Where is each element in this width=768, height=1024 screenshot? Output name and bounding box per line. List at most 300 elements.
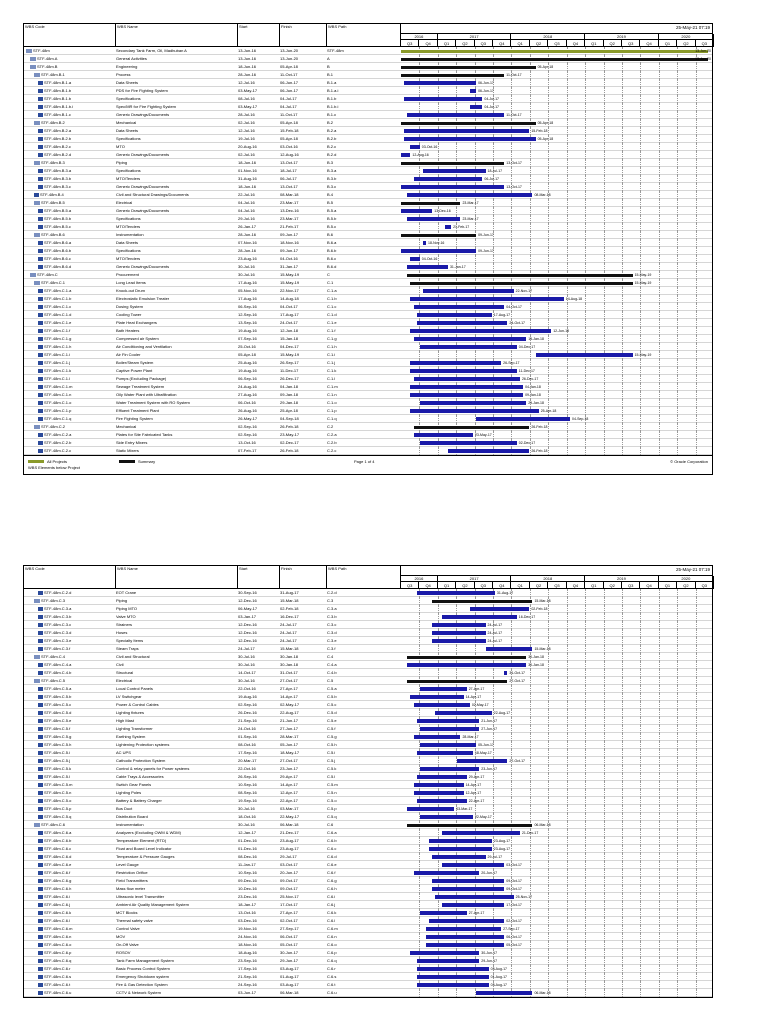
grid-line (640, 175, 641, 183)
table-row[interactable] (24, 279, 712, 287)
table-row[interactable] (24, 215, 712, 223)
table-row[interactable] (24, 765, 712, 773)
bar-finish-label: 31-Oct-17 (509, 671, 525, 675)
gantt-bar[interactable] (410, 297, 563, 302)
table-row[interactable] (24, 893, 712, 901)
grid-line (696, 439, 697, 447)
gantt-bar[interactable] (401, 202, 460, 205)
grid-line (438, 415, 439, 423)
table-row[interactable] (24, 351, 712, 359)
wbs-path-cell: C.6.j (327, 902, 336, 907)
table-row[interactable] (24, 311, 712, 319)
grid-line (548, 239, 549, 247)
table-row[interactable] (24, 159, 712, 167)
table-row[interactable] (24, 255, 712, 263)
wbs-node-icon (38, 305, 43, 309)
table-row[interactable] (24, 391, 712, 399)
gantt-bar[interactable] (414, 791, 464, 796)
table-row[interactable] (24, 183, 712, 191)
wbs-node-icon (38, 863, 43, 867)
wbs-name-cell: Distribution Board (116, 814, 148, 819)
grid-line (640, 391, 641, 399)
table-row[interactable] (24, 263, 712, 271)
wbs-path-cell: C.3.a (327, 606, 337, 611)
gantt-bar[interactable] (426, 927, 501, 932)
table-row[interactable] (24, 941, 712, 949)
table-row[interactable] (24, 199, 712, 207)
grid-line (659, 399, 660, 407)
gantt-bar[interactable] (435, 895, 513, 900)
gantt-bar[interactable] (410, 369, 516, 374)
wbs-code-text: STF-48m.C.2.b (44, 440, 72, 445)
table-row[interactable] (24, 431, 712, 439)
table-row[interactable] (24, 693, 712, 701)
grid-line (548, 127, 549, 135)
gantt-bar[interactable] (442, 903, 505, 908)
gantt-bar[interactable] (410, 695, 463, 700)
grid-line (419, 87, 420, 95)
table-row[interactable] (24, 295, 712, 303)
table-row[interactable] (24, 119, 712, 127)
table-row[interactable] (24, 407, 712, 415)
grid-line (511, 87, 512, 95)
gantt-bar[interactable] (410, 409, 538, 414)
gantt-bar[interactable] (407, 217, 460, 222)
table-row[interactable] (24, 327, 712, 335)
gantt-bar[interactable] (432, 623, 485, 628)
table-row[interactable] (24, 645, 712, 653)
gantt-bar[interactable] (417, 321, 508, 326)
table-row[interactable] (24, 335, 712, 343)
gantt-bar[interactable] (401, 122, 536, 125)
gantt-bar[interactable] (410, 257, 419, 262)
table-row[interactable] (24, 151, 712, 159)
table-row[interactable] (24, 239, 712, 247)
gantt-bar[interactable] (432, 879, 504, 884)
gantt-lane (401, 869, 712, 877)
wbs-code-cell (24, 693, 129, 701)
grid-line (548, 303, 549, 311)
wbs-path-cell: C.1.h (327, 344, 337, 349)
gantt-bar[interactable] (417, 983, 489, 988)
gantt-bar[interactable] (407, 656, 526, 659)
table-row[interactable] (24, 917, 712, 925)
grid-line (604, 661, 605, 669)
gantt-bar[interactable] (470, 89, 476, 94)
gantt-bar[interactable] (420, 441, 517, 446)
wbs-path-cell: C.1.c (327, 304, 337, 309)
gantt-bar[interactable] (414, 433, 473, 438)
gantt-bar[interactable] (470, 607, 529, 612)
table-row[interactable] (24, 95, 712, 103)
gantt-bar[interactable] (448, 449, 529, 454)
grid-line (456, 143, 457, 151)
table-row[interactable] (24, 853, 712, 861)
table-row[interactable] (24, 677, 712, 685)
gantt-bar[interactable] (442, 863, 505, 868)
table-row[interactable] (24, 423, 712, 431)
gantt-bar[interactable] (504, 671, 507, 676)
table-row[interactable] (24, 845, 712, 853)
finish-date-cell: 15-Mar-18 (280, 598, 299, 603)
grid-line (585, 669, 586, 677)
table-row[interactable] (24, 901, 712, 909)
table-row[interactable] (24, 749, 712, 757)
wbs-code-text: STF-48m.C.6.d (44, 854, 72, 859)
grid-line (622, 949, 623, 957)
gantt-bar[interactable] (417, 591, 495, 596)
table-row[interactable] (24, 813, 712, 821)
gantt-bar[interactable] (404, 81, 476, 86)
grid-line (622, 287, 623, 295)
gantt-bar[interactable] (432, 887, 504, 892)
bar-finish-label: 23-Jun-17 (481, 767, 498, 771)
table-row[interactable] (24, 271, 712, 279)
grid-line (622, 965, 623, 973)
gantt-bar[interactable] (401, 249, 476, 254)
table-row[interactable] (24, 605, 712, 613)
page-footer (23, 456, 713, 475)
gantt-bar[interactable] (432, 639, 485, 644)
table-row[interactable] (24, 287, 712, 295)
gantt-bar[interactable] (536, 353, 633, 358)
table-row[interactable] (24, 925, 712, 933)
grid-line (696, 247, 697, 255)
gantt-bar[interactable] (414, 426, 530, 429)
table-row[interactable] (24, 367, 712, 375)
table-row[interactable] (24, 701, 712, 709)
gantt-bar[interactable] (420, 345, 517, 350)
table-row[interactable] (24, 103, 712, 111)
grid-line (438, 447, 439, 455)
gantt-bar[interactable] (429, 847, 492, 852)
table-row[interactable] (24, 63, 712, 71)
gantt-bar[interactable] (423, 289, 514, 294)
table-row[interactable] (24, 629, 712, 637)
grid-line (659, 813, 660, 821)
gantt-bar[interactable] (401, 50, 708, 53)
table-row[interactable] (24, 741, 712, 749)
gantt-bar[interactable] (457, 759, 507, 764)
grid-line (677, 407, 678, 415)
table-row[interactable] (24, 439, 712, 447)
gantt-bar[interactable] (404, 137, 535, 142)
table-row[interactable] (24, 909, 712, 917)
table-row[interactable] (24, 717, 712, 725)
gantt-bar[interactable] (410, 385, 523, 390)
table-row[interactable] (24, 383, 712, 391)
table-row[interactable] (24, 957, 712, 965)
gantt-bar[interactable] (417, 975, 489, 980)
table-row[interactable] (24, 821, 712, 829)
table-row[interactable] (24, 933, 712, 941)
table-row[interactable] (24, 319, 712, 327)
gantt-bar[interactable] (420, 767, 479, 772)
table-row[interactable] (24, 247, 712, 255)
table-row[interactable] (24, 885, 712, 893)
table-row[interactable] (24, 733, 712, 741)
grid-line (438, 255, 439, 263)
wbs-code-cell (24, 295, 129, 303)
table-row[interactable] (24, 343, 712, 351)
gantt-bar[interactable] (414, 305, 505, 310)
gantt-bar[interactable] (410, 393, 523, 398)
gantt-bar[interactable] (401, 162, 504, 165)
table-row[interactable] (24, 399, 712, 407)
wbs-code-cell (24, 725, 129, 733)
finish-date-cell: 04-Jan-18 (280, 384, 299, 389)
grid-line (567, 957, 568, 965)
gantt-lane (401, 71, 712, 79)
table-row[interactable] (24, 725, 712, 733)
gantt-bar[interactable] (417, 751, 473, 756)
gantt-bar[interactable] (432, 600, 532, 603)
grid-line (419, 645, 420, 653)
gantt-bar[interactable] (407, 663, 526, 668)
grid-line (659, 407, 660, 415)
wbs-path-cell: C.6.k (327, 910, 337, 915)
grid-line (640, 311, 641, 319)
table-row[interactable] (24, 55, 712, 63)
table-row[interactable] (24, 143, 712, 151)
gantt-lane (401, 287, 712, 295)
gantt-bar[interactable] (442, 831, 520, 836)
table-row[interactable] (24, 861, 712, 869)
gantt-bar[interactable] (404, 97, 482, 102)
table-row[interactable] (24, 797, 712, 805)
gantt-lane (401, 957, 712, 965)
table-row[interactable] (24, 661, 712, 669)
table-row[interactable] (24, 757, 712, 765)
gantt-bar[interactable] (414, 177, 483, 182)
gantt-bar[interactable] (476, 991, 532, 996)
table-row[interactable] (24, 79, 712, 87)
wbs-code-text: STF-48m.B.3.c (44, 184, 71, 189)
gantt-bar[interactable] (420, 727, 479, 732)
grid-line (438, 829, 439, 837)
grid-line (622, 629, 623, 637)
table-row[interactable] (24, 869, 712, 877)
gantt-bar[interactable] (401, 234, 476, 237)
wbs-path-cell: C.5.k (327, 766, 337, 771)
wbs-name-cell: AC UPS (116, 750, 131, 755)
table-row[interactable] (24, 191, 712, 199)
gantt-bar[interactable] (404, 129, 529, 134)
wbs-node-icon (38, 911, 43, 915)
wbs-node-icon (38, 417, 43, 421)
table-row[interactable] (24, 231, 712, 239)
wbs-name-cell: Data Sheets (116, 240, 139, 245)
table-row[interactable] (24, 71, 712, 79)
gantt-bar[interactable] (410, 951, 479, 956)
table-row[interactable] (24, 653, 712, 661)
grid-line (604, 933, 605, 941)
gantt-bar[interactable] (417, 967, 489, 972)
gantt-lane (401, 415, 712, 423)
table-row[interactable] (24, 829, 712, 837)
table-row[interactable] (24, 447, 712, 455)
gantt-bar[interactable] (420, 911, 467, 916)
gantt-bar[interactable] (401, 58, 708, 61)
gantt-bar[interactable] (417, 313, 492, 318)
table-row[interactable] (24, 989, 712, 997)
gantt-bar[interactable] (414, 871, 480, 876)
wbs-code-cell (24, 343, 129, 351)
gantt-bar[interactable] (423, 169, 486, 174)
grid-line (419, 415, 420, 423)
gantt-bar[interactable] (410, 145, 419, 150)
table-row[interactable] (24, 375, 712, 383)
table-row[interactable] (24, 87, 712, 95)
gantt-bar[interactable] (417, 799, 467, 804)
table-row[interactable] (24, 981, 712, 989)
table-row[interactable] (24, 973, 712, 981)
table-row[interactable] (24, 597, 712, 605)
grid-line (696, 327, 697, 335)
gantt-bar[interactable] (417, 719, 480, 724)
wbs-node-icon (38, 639, 43, 643)
grid-line (622, 327, 623, 335)
grid-line (567, 119, 568, 127)
grid-line (567, 255, 568, 263)
gantt-bar[interactable] (407, 265, 448, 270)
gantt-bar[interactable] (414, 337, 527, 342)
gantt-bar[interactable] (401, 66, 536, 69)
table-row[interactable] (24, 613, 712, 621)
wbs-code-text: STF-48m.C.4.b (44, 670, 72, 675)
gantt-bar[interactable] (432, 855, 485, 860)
table-row[interactable] (24, 175, 712, 183)
grid-line (659, 319, 660, 327)
gantt-bar[interactable] (407, 824, 532, 827)
gantt-bar[interactable] (401, 209, 432, 214)
table-row[interactable] (24, 773, 712, 781)
gantt-bar[interactable] (442, 615, 517, 620)
grid-line (640, 901, 641, 909)
grid-line (585, 613, 586, 621)
grid-line (640, 629, 641, 637)
gantt-bar[interactable] (401, 74, 504, 77)
table-row[interactable] (24, 359, 712, 367)
bar-finish-label: 06-Jul-17 (484, 177, 499, 181)
gantt-bar[interactable] (410, 282, 632, 285)
table-row[interactable] (24, 709, 712, 717)
col-start: Start (238, 24, 280, 46)
grid-line (696, 151, 697, 159)
grid-line (640, 701, 641, 709)
gantt-bar[interactable] (417, 959, 480, 964)
gantt-lane (401, 621, 712, 629)
table-row[interactable] (24, 805, 712, 813)
gantt-bar[interactable] (426, 935, 504, 940)
gantt-bar[interactable] (410, 361, 501, 366)
grid-line (659, 965, 660, 973)
wbs-code-cell (24, 637, 129, 645)
gantt-bar[interactable] (470, 105, 483, 110)
bar-finish-label: 02-Feb-18 (531, 607, 548, 611)
table-row[interactable] (24, 837, 712, 845)
table-row[interactable] (24, 965, 712, 973)
gantt-bar[interactable] (407, 274, 632, 277)
table-row[interactable] (24, 589, 712, 597)
bar-finish-label: 05-Jun-17 (478, 743, 494, 747)
gantt-bar[interactable] (426, 943, 504, 948)
wbs-name-cell: Bath Heaters (116, 328, 140, 333)
table-row[interactable] (24, 415, 712, 423)
gantt-bar[interactable] (420, 815, 473, 820)
gantt-bar[interactable] (407, 113, 504, 118)
table-row[interactable] (24, 781, 712, 789)
table-row[interactable] (24, 135, 712, 143)
grid-line (530, 167, 531, 175)
table-row[interactable] (24, 949, 712, 957)
table-row[interactable] (24, 621, 712, 629)
wbs-name-cell: Steam Traps (116, 646, 139, 651)
report-timestamp: 25-May-21 07:19 (675, 567, 710, 572)
table-row[interactable] (24, 685, 712, 693)
gantt-bar[interactable] (401, 185, 504, 190)
gantt-bar[interactable] (420, 743, 476, 748)
wbs-node-icon (38, 177, 43, 181)
grid-line (548, 845, 549, 853)
table-row[interactable] (24, 127, 712, 135)
table-row[interactable] (24, 223, 712, 231)
table-row[interactable] (24, 303, 712, 311)
gantt-bar[interactable] (410, 329, 551, 334)
gantt-bar[interactable] (414, 735, 461, 740)
table-row[interactable] (24, 789, 712, 797)
grid-line (567, 749, 568, 757)
table-row[interactable] (24, 637, 712, 645)
finish-date-cell: 29-Jul-17 (280, 854, 297, 859)
gantt-bar[interactable] (423, 241, 426, 246)
gantt-bar[interactable] (476, 417, 570, 422)
gantt-lane (401, 757, 712, 765)
grid-line (604, 901, 605, 909)
gantt-bar[interactable] (414, 377, 520, 382)
gantt-bar[interactable] (420, 687, 467, 692)
gantt-bar[interactable] (486, 647, 533, 652)
table-row[interactable] (24, 207, 712, 215)
table-row[interactable] (24, 111, 712, 119)
gantt-bar[interactable] (414, 783, 464, 788)
gantt-bar[interactable] (417, 775, 467, 780)
gantt-bar[interactable] (420, 401, 526, 406)
gantt-bar[interactable] (432, 631, 485, 636)
grid-line (585, 95, 586, 103)
table-row[interactable] (24, 47, 712, 55)
gantt-bar[interactable] (407, 807, 454, 812)
wbs-code-text: STF-48m.C.1.n (44, 392, 72, 397)
gantt-bar[interactable] (429, 839, 492, 844)
wbs-name-cell: Switch Gear Panels (116, 782, 152, 787)
table-row[interactable] (24, 877, 712, 885)
bar-finish-label: 14-Aug-18 (565, 297, 583, 301)
start-date-cell: 07-Sep-16 (238, 336, 257, 341)
grid-line (696, 717, 697, 725)
gantt-bar[interactable] (414, 703, 470, 708)
gantt-bar[interactable] (407, 193, 532, 198)
gantt-bar[interactable] (435, 711, 491, 716)
bar-finish-label: 06-Mar-18 (534, 823, 551, 827)
table-row[interactable] (24, 167, 712, 175)
gantt-bar[interactable] (429, 919, 504, 924)
gantt-bar[interactable] (445, 225, 451, 230)
table-row[interactable] (24, 669, 712, 677)
gantt-bar[interactable] (407, 680, 507, 683)
year-label: 2018 (511, 576, 585, 582)
gantt-bar[interactable] (401, 153, 410, 158)
